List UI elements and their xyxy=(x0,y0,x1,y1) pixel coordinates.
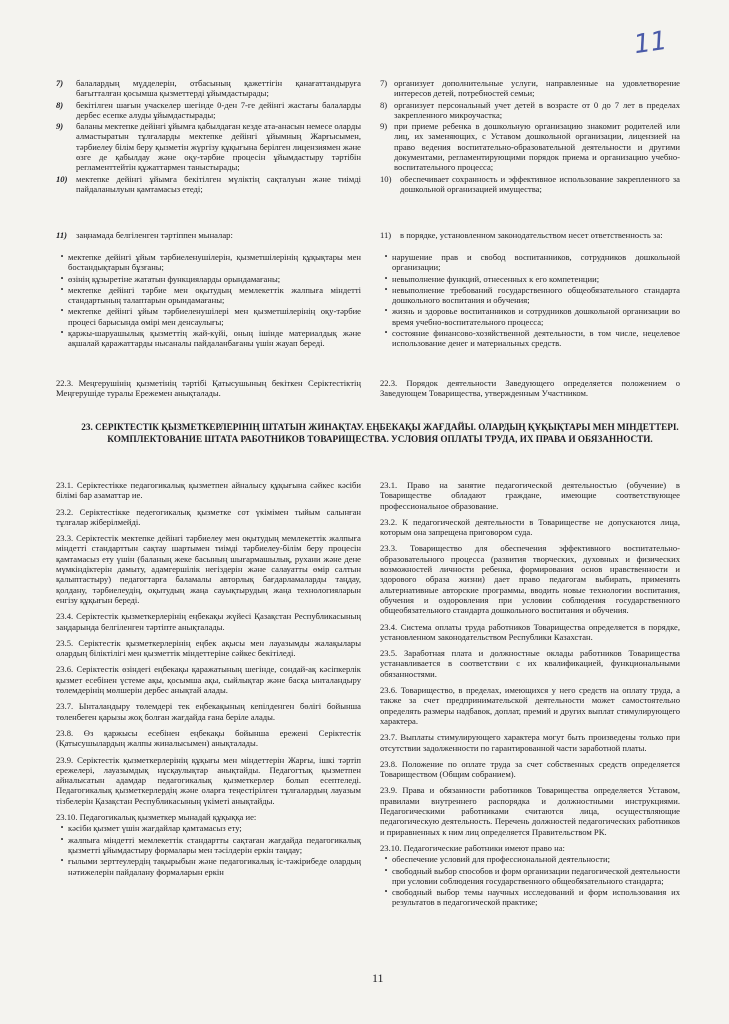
bullet-item: • свободный выбор темы научных исследований и форм использования их результатов в педагогической практике; xyxy=(384,887,680,908)
top-right-item11 xyxy=(380,230,680,241)
bullet-item: • жизнь и здоровье воспитанников и сотрудников дошкольной организации во время учебно-воспитательного процесса; xyxy=(384,306,680,327)
paragraph: 23.3. Товарищество для обеспечения эффективного воспитательно-образовательного процесса (развития творческих, духовных и физических возможностей личности ребенка, формирования основ нравственности и здорового образа жизни) дает право педагогам выбирать, применять альтернативные авторские программы, вводить новые технологии воспитания, обучения и оздоровления при условии соблюдения государственного общеобязательного стандарта дошкольного воспитания и обучения. xyxy=(380,543,680,616)
top-left-bullets xyxy=(56,252,361,350)
paragraph: 23.8. Өз қаржысы есебінен еңбекақы бойынша ережені Серіктестік (Қатысушылардың жалпы жиналысымен) анықталады. xyxy=(56,727,361,749)
handwritten-page-number: 11 xyxy=(632,25,670,61)
paragraph: 23.7. Ынталандыру төлемдері тек еңбекақының кепілденген бөлігі бойынша төленбеген қарызы жоқ болған жағдайда ғана беріле алады. xyxy=(56,701,361,722)
top-right-column xyxy=(380,78,680,195)
list-item: 8) организует персональный учет детей в возрасте от 0 до 7 лет в пределах закрепленного микроучастка; xyxy=(380,99,680,120)
list-item: 11) заңнамада белгіленген тәртіппен мыналар: xyxy=(56,230,233,240)
paragraph: 23.5. Заработная плата и должностные оклады работников Товарищества устанавливается в соответствии с их квалификацией, функциональными обязанностями. xyxy=(380,648,680,679)
bullet-item: • жалпыға міндетті мемлекеттік стандартты сақтаған жағдайда педагогикалық қызметті ұйымдастыру формалары мен тәсілдерін еркін таңдау; xyxy=(60,834,361,855)
list-item: 9) при приеме ребенка в дошкольную организацию знакомит родителей или лиц, их заменяющих, с Уставом дошкольной организации, лицензией на право ведения воспитательно-образовательной деятельности и другими документами, регламентирующими порядок приема и организацию учебно-воспитательного процесса; xyxy=(380,121,680,173)
bullet-item: • қаржы-шаруашылық қызметтің жай-күйі, оның ішінде материалдық және ақшалай қаражаттарды нысаналы пайдаланбағаны үшін жауап береді. xyxy=(60,328,361,349)
paragraph: 23.7. Выплаты стимулирующего характера могут быть произведены только при отсутствии задолженности по гарантированной части заработной платы. xyxy=(380,732,680,753)
paragraph: 23.2. Серіктестікке педегогикалық қызметке сот үкімімен тыйым салынған тұлғалар жіберілмейді. xyxy=(56,506,361,527)
bullet-item: • состояние финансово-хозяйственной деятельности, в том числе, нецелевое использование денег и материальных средств. xyxy=(384,328,680,349)
list-item: 10) мектепке дейінгі ұйымға бекітілген мүліктің сақталуын және тиімді пайдаланылуын қамтамасыз етеді; xyxy=(56,173,361,194)
list-item: 8) бекітілген шағын учаскелер шегінде 0-ден 7-ге дейінгі жастағы балаларды дербес есепке алуды ұйымдастырады; xyxy=(56,99,361,120)
list-item: 7) балалардың мүдделерін, отбасының қажеттігін қанағаттандыруға бағытталған қосымша қызметтерді ұйымдастырады; xyxy=(56,78,361,99)
paragraph: 23.2. К педагогической деятельности в Товариществе не допускаются лица, которым она запрещена приговором суда. xyxy=(380,516,680,538)
paragraph: 23.6. Товарищество, в пределах, имеющихся у него средств на оплату труда, а также за счет предпринимательской деятельности может самостоятельно определять размеры надбавок, доплат, премий и других выплат стимулирующего характера. xyxy=(380,685,680,726)
bullet-item: • свободный выбор способов и форм организации педагогической деятельности при условии соблюдения государственного общеобязательного стандарта; xyxy=(384,865,680,886)
bottom-right-column xyxy=(380,480,680,909)
bullet-item: • мектепке дейінгі ұйым тәрбиеленушілері мен қызметшілерінің оқу-тәрбие процесі барысында өмірі мен денсаулығы; xyxy=(60,306,361,327)
list-item: 7) организует дополнительные услуги, направленные на удовлетворение интересов детей, потребностей семьи; xyxy=(380,78,680,99)
top-right-bullets xyxy=(380,252,680,350)
bullet-item: • мектепке дейінгі ұйым тәрбиеленушілерін, қызметшілерінің құқықтары мен бостандықтарын бұзғаны; xyxy=(60,252,361,273)
paragraph: 23.1. Серіктестікке педагогикалық қызметпен айналысу құқығына сәйкес кәсіби білімі бар азаматтар ие. xyxy=(56,480,361,501)
top-right-22-3: 22.3. Порядок деятельности Заведующего определяется положением о Заведующем Товарищества, утвержденным Участником. xyxy=(380,378,680,399)
page-number: 11 xyxy=(372,971,384,985)
paragraph: 23.10. Педагогикалық қызметкер мынадай құқыққа ие: xyxy=(56,812,257,823)
bullet-item: • өзінің құзыретіне жататын функцияларды орындамағаны; xyxy=(60,273,281,284)
bullet-item: • невыполнение требований государственного общеобязательного стандарта дошкольного воспитания и обучения; xyxy=(384,284,680,306)
paragraph: 23.9. Права и обязанности работников Товарищества определяется Уставом, правилами внутреннего распорядка и должностными инструкциями. Педагогическими работниками считаются лица, осуществляющие педагогическую деятельность. Перечень должностей педагогических работников и приравненных к ним лиц определяется Правительством РК. xyxy=(380,785,680,837)
bullet-item: • обеспечение условий для профессиональной деятельности; xyxy=(384,854,610,865)
paragraph: 23.5. Серіктестік қызметкерлерінің еңбек ақысы мен лауазымды жалақылары олардың біліктілігі мен қызметтік міндеттеріне сәйкес бекітіледі. xyxy=(56,637,361,659)
bullet-item: • ғылыми зерттеулердің тақырыбын және педагогикалық іс-тәжірибеде олардың нәтижелерін пайдалану формаларын еркін xyxy=(60,856,361,877)
paragraph: 23.9. Серіктестік қызметкерлерінің құқығы мен міндеттерін Жарғы, ішкі тәртіп ережелері, лауазымдық нұсқаулықтар анықтайды. Педагогтық қызметпен айналысатын адамдар педагогикалық қызметкерлер болып есептеледі. Педагогикалық қызметкерлердің және оларға теңестірілген тұлғалардың лауазым тізбелерін Қазақстан Республикасының үкіметі анықтайды. xyxy=(56,754,361,806)
list-item: 9) баланы мектепке дейінгі ұйымға қабылдаған кезде ата-анасын немесе оларды алмастыратын тұлғаларды мектепке дейінгі ұйымның Жарғысымен, тәрбиелеу білім беру қызметін жүргізу құқығына берілген лицензиямен және өзге де қабылдау және оқу-тәрбие процесін ұйымдастыру тәртібін регламенттейтін құжаттармен таныстырады; xyxy=(56,121,361,173)
paragraph: 23.4. Система оплаты труда работников Товарищества определяется в порядке, установленном законодательством Республики Казахстан. xyxy=(380,621,680,642)
paragraph: 23.3. Серіктестік мектепке дейінгі тәрбиелеу мен оқытудың мемлекеттік жалпыға міндетті стандарттын сақтау шартымен тиімді тәрбиелеу-білім беру процесін қамтамасыз ету үшін (баланың жеке басының шығармашылық, рухани және дене мүмкіндіктерін дамыту, адамгершілік негіздерін және салауатты өмір салтын қалыптастыру) педагогтарға баламалы авторлық бағдарламаларды таңдау, қолдану, тәрбиелеудің, оқытудың жаңа сауықтырудың жаңа технологияларын енгізу құқығын береді. xyxy=(56,533,361,605)
paragraph: 23.6. Серіктестік өзіндегі еңбекақы қаражатының шегінде, сондай-ақ кәсіпкерлік қызмет есебінен үстеме ақы, қосымша ақы, сыйлықтар және басқа ынталандыру төлемдерінің мөлшерін дербес анықтай алады. xyxy=(56,664,361,696)
bullet-item: • нарушение прав и свобод воспитанников, сотрудников дошкольной организации; xyxy=(384,252,680,273)
top-left-column xyxy=(56,78,361,200)
list-item: 11) в порядке, установленном законодательством несет ответственность за: xyxy=(380,230,663,240)
bottom-left-column xyxy=(56,480,361,878)
bullet-item: • кәсіби қызмет үшін жағдайлар қамтамасыз ету; xyxy=(60,823,242,834)
paragraph: 23.8. Положение по оплате труда за счет собственных средств определяется Товариществом (Общим собранием). xyxy=(380,758,680,780)
top-left-item11 xyxy=(56,230,361,241)
paragraph: 23.4. Серіктестік қызметкерлерінің еңбекақы жүйесі Қазақстан Республикасының заңдарында белгіленген тәртіпте анықталады. xyxy=(56,611,361,632)
paragraph: 23.10. Педагогические работники имеют право на: xyxy=(380,842,565,853)
bullet-item: • невыполнение функций, отнесенных к его компетенции; xyxy=(384,273,600,284)
bullet-item: • мектепке дейінгі тәрбие мен оқытудың мемлекеттік жалпыға міндетті стандартының талаптарын орындамағаны; xyxy=(60,284,361,306)
paragraph: 23.1. Право на занятие педагогической деятельностью (обучение) в Товариществе обладают граждане, имеющие соответствующее профессиональное образование. xyxy=(380,480,680,511)
top-left-22-3: 22.3. Меңгерушінің қызметінің тәртібі Қатысушының бекіткен Серіктестіктің Меңгерушіде туралы Ережемен анықталады. xyxy=(56,378,361,399)
section-title: 23. СЕРІКТЕСТІК ҚЫЗМЕТКЕРЛЕРІНІҢ ШТАТЫН ЖИНАҚТАУ. ЕҢБЕКАҚЫ ЖАҒДАЙЫ. ОЛАРДЫҢ ҚҰҚЫҚТАРЫ МЕН МІНДЕТТЕРІ. КОМПЛЕКТОВАНИЕ ШТАТА РАБОТНИКОВ ТОВАРИЩЕСТВА. УСЛОВИЯ ОПЛАТЫ ТРУДА, ИХ ПРАВА И ОБЯЗАННОСТИ. xyxy=(81,422,679,444)
list-item: 10) обеспечивает сохранность и эффективное использование закрепленного за дошкольной организацией имущества; xyxy=(380,173,680,194)
